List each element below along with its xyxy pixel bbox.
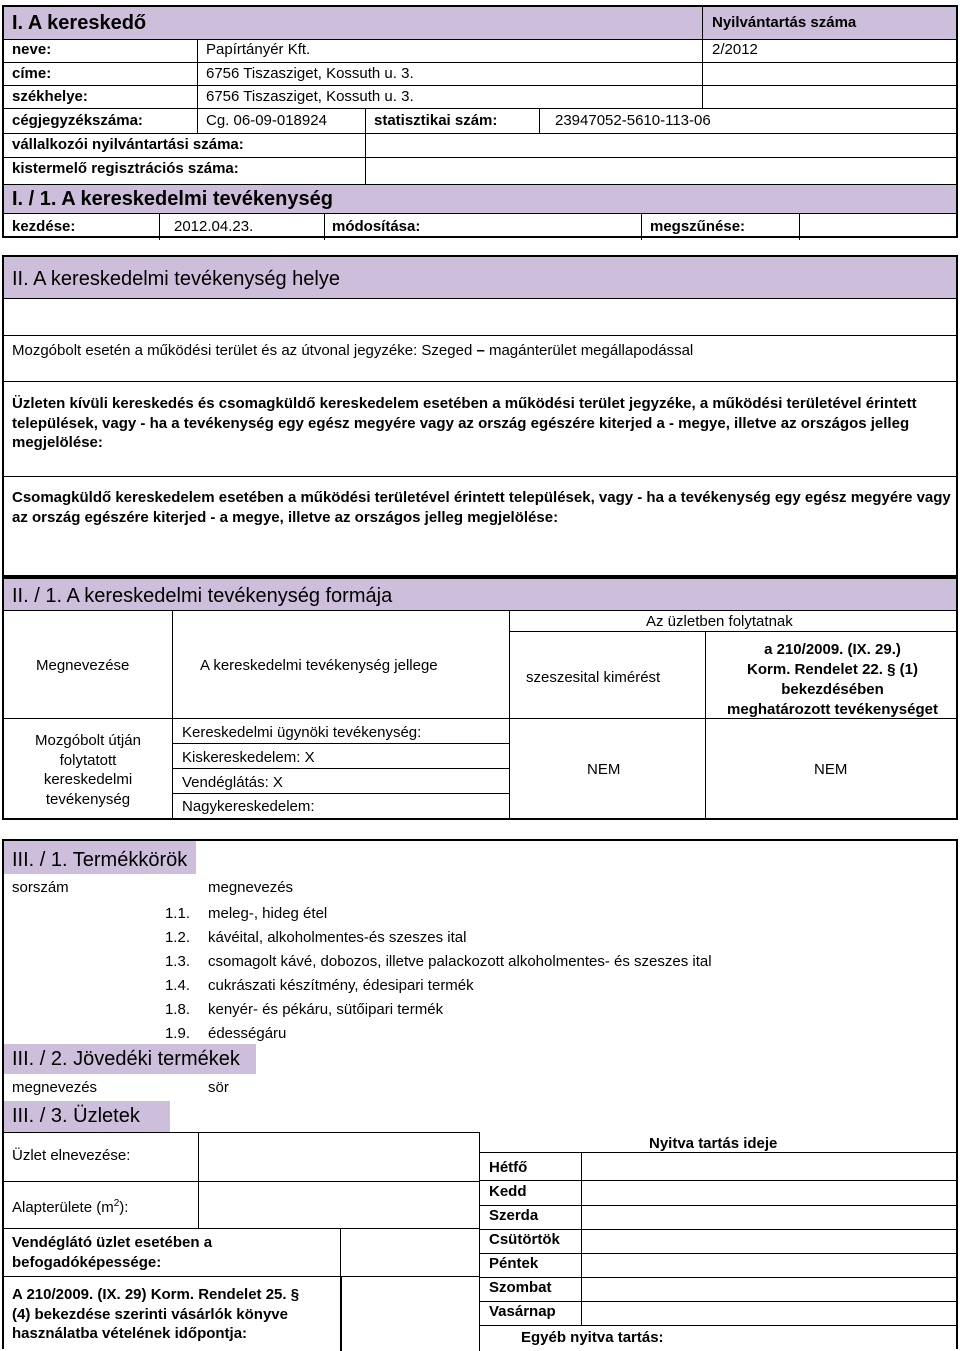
col-name-header: Megnevezése xyxy=(36,657,130,674)
agent-label: Kereskedelmi ügynöki tevékenység: xyxy=(182,724,422,741)
retail-value: X xyxy=(304,749,315,766)
entrepreneur-label: vállalkozói nyilvántartási száma: xyxy=(12,136,244,153)
item-name: kenyér- és pékáru, sütőipari termék xyxy=(208,1001,444,1018)
book-line1: A 210/2009. (IX. 29) Korm. Rendelet 25. xyxy=(12,1286,287,1303)
list-item xyxy=(4,950,954,974)
stores-title: III. / 3. Üzletek xyxy=(12,1105,140,1127)
capacity-line2: befogadóképessége: xyxy=(12,1253,162,1271)
seat-label: székhelye: xyxy=(12,88,88,105)
weekday-list xyxy=(489,1159,579,1327)
col-decree-line4: meghatározott tevékenységet xyxy=(727,701,938,718)
day-label: Csütörtök xyxy=(489,1231,560,1248)
name-label: neve: xyxy=(12,41,52,58)
product-groups-title: III. / 1. Termékkörök xyxy=(12,849,188,871)
area-label-a: Alapterülete (m xyxy=(12,1199,114,1216)
hours-title: Nyitva tartás ideje xyxy=(649,1135,778,1152)
item-name: édességáru xyxy=(208,1025,287,1042)
book-line1-sym: § xyxy=(290,1286,300,1303)
col-store-header: Az üzletben folytatnak xyxy=(646,613,793,630)
activity-form-title: II. / 1. A kereskedelmi tevékenység formája xyxy=(12,585,393,607)
excise-title: III. / 2. Jövedéki termékek xyxy=(12,1048,240,1070)
book-line2: (4) bekezdése szerinti vásárlók könyve xyxy=(12,1305,288,1323)
list-item xyxy=(4,1022,954,1046)
capacity-label xyxy=(12,1233,212,1272)
list-item xyxy=(4,926,954,950)
col-decree-header xyxy=(705,640,960,720)
col-character-header: A kereskedelmi tevékenység jellege xyxy=(200,657,438,674)
retail-row xyxy=(182,749,315,767)
activity-form-section xyxy=(2,577,958,820)
other-hours-label: Egyéb nyitva tartás: xyxy=(521,1329,664,1346)
day-label: Kedd xyxy=(489,1183,527,1200)
day-label: Szerda xyxy=(489,1207,539,1224)
day-label: Szombat xyxy=(489,1279,552,1296)
day-label: Hétfő xyxy=(489,1159,528,1176)
col-decree-line2b: § (1) xyxy=(887,661,918,678)
product-list xyxy=(4,902,954,1046)
end-label: megszűnése: xyxy=(650,218,746,235)
row-name: Mozgóbolt útján folytatott kereskedelmi tevékenység xyxy=(35,732,141,808)
outside-trade-text: Üzleten kívüli kereskedés és csomagküldő kereskedelem esetében a működési terület jegyzéke, a működési területével érintett települések, vagy - ha a tevékenység egy egész megyére vagy az ország egészére kiterjed a - megye, illetve az országos jelleg megjelölése: xyxy=(12,395,917,451)
list-item xyxy=(4,902,954,926)
item-name: cukrászati készítmény, édesipari termék xyxy=(208,977,474,994)
col-decree-line1: a 210/2009. (IX. 29.) xyxy=(764,641,901,658)
catering-row xyxy=(182,774,283,792)
address-value: 6756 Tiszasziget, Kossuth u. 3. xyxy=(206,65,414,82)
decree-value: NEM xyxy=(814,761,848,778)
area-label-b: ): xyxy=(119,1199,129,1216)
item-number: 1.9. xyxy=(164,1025,190,1042)
item-number: 1.3. xyxy=(164,953,190,970)
seat-value: 6756 Tiszasziget, Kossuth u. 3. xyxy=(206,88,414,105)
start-label: kezdése: xyxy=(12,218,76,235)
area-label xyxy=(12,1195,128,1217)
area-label-sup: 2 xyxy=(113,1198,120,1209)
capacity-line1: Vendéglátó üzlet esetében a xyxy=(12,1234,213,1251)
item-name: kávéital, alkoholmentes-és szeszes ital xyxy=(208,929,467,946)
name-value: Papírtányér Kft. xyxy=(206,41,311,58)
book-line3: használatba vételének időpontja: xyxy=(12,1325,248,1342)
catering-label: Vendéglátás: xyxy=(182,774,269,791)
store-name-label: Üzlet elnevezése: xyxy=(12,1147,131,1164)
excise-value: sör xyxy=(208,1079,229,1096)
registry-label: Nyilvántartás száma xyxy=(712,14,857,31)
company-reg-label: cégjegyzékszáma: xyxy=(12,112,143,129)
item-number: 1.1. xyxy=(164,905,190,922)
col-decree-line2a: Korm. Rendelet 22. xyxy=(747,661,883,678)
registry-number: 2/2012 xyxy=(712,41,758,58)
company-reg-value: Cg. 06-09-018924 xyxy=(206,112,327,129)
stat-label: statisztikai szám: xyxy=(374,112,498,129)
products-section xyxy=(2,839,958,1349)
producer-label: kistermelő regisztrációs száma: xyxy=(12,160,239,177)
excise-label: megnevezés xyxy=(12,1079,98,1096)
activity-title: I. / 1. A kereskedelmi tevékenység xyxy=(12,188,333,210)
item-name: meleg-, hideg étel xyxy=(208,905,328,922)
complaints-book-label xyxy=(12,1285,299,1344)
item-name: csomagolt kávé, dobozos, illetve palackozott alkoholmentes- és szeszes ital xyxy=(208,953,712,970)
col-number-header: sorszám xyxy=(12,879,69,896)
col-decree-line3: bekezdésében xyxy=(781,681,884,698)
start-value: 2012.04.23. xyxy=(174,218,254,235)
location-title: II. A kereskedelmi tevékenység helye xyxy=(12,268,340,290)
item-number: 1.8. xyxy=(164,1001,190,1018)
merchant-section xyxy=(2,5,958,238)
retail-label: Kiskereskedelem: xyxy=(182,749,301,766)
location-section xyxy=(2,255,958,577)
mobile-route-value-a: Szeged xyxy=(421,342,473,359)
item-number: 1.4. xyxy=(164,977,190,994)
address-label: címe: xyxy=(12,65,52,82)
list-item xyxy=(4,974,954,998)
merchant-title: I. A kereskedő xyxy=(12,12,147,34)
day-label: Vasárnap xyxy=(489,1303,556,1320)
mail-order-text: Csomagküldő kereskedelem esetében a működési területével érintett települések, vagy - ha a tevékenység egy egész megyére vagy az ország egészére kiterjed - a megye, illetve az országos jelleg megjelölése: xyxy=(12,489,951,526)
catering-value: X xyxy=(272,774,283,791)
wholesale-label: Nagykereskedelem: xyxy=(182,798,315,815)
col-product-header: megnevezés xyxy=(208,879,294,896)
col-alcohol-header: szeszesital kimérést xyxy=(526,669,661,686)
list-item xyxy=(4,998,954,1022)
mobile-route-value-b: magánterület megállapodással xyxy=(488,342,694,359)
modified-label: módosítása: xyxy=(332,218,421,235)
mobile-route-label: Mozgóbolt esetén a működési terület és az útvonal jegyzéke: xyxy=(12,342,418,359)
stat-value: 23947052-5610-113-06 xyxy=(555,112,711,129)
day-label: Péntek xyxy=(489,1255,539,1272)
mobile-route-row: Mozgóbolt esetén a működési terület és az útvonal jegyzéke: Szeged – magánterület megállapodással xyxy=(12,342,694,359)
item-number: 1.2. xyxy=(164,929,190,946)
alcohol-value: NEM xyxy=(587,761,621,778)
